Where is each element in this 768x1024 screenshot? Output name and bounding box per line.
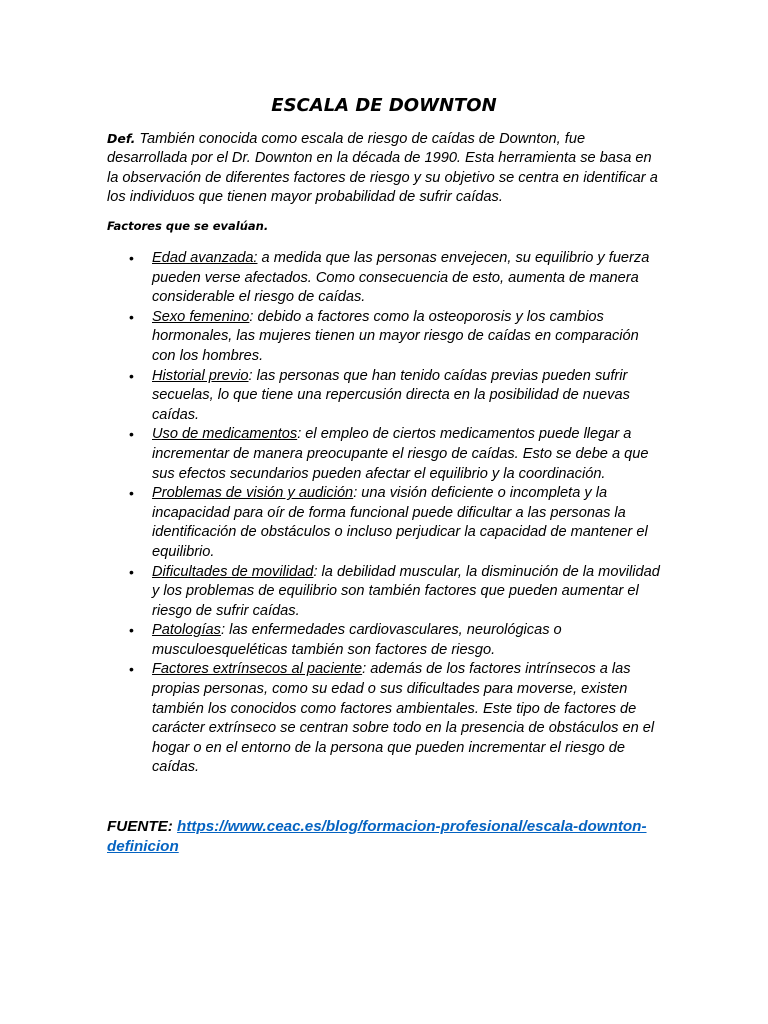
factor-term: Uso de medicamentos (152, 426, 298, 443)
factor-term: Sexo femenino (152, 308, 250, 325)
bullet-icon: • (129, 367, 134, 384)
factor-item (129, 249, 662, 308)
definition-label: Def. (107, 131, 136, 146)
factor-text: : el empleo de ciertos medicamentos puede llegar a incrementar de manera preocupante el riesgo de caídas. Esto se debe a que sus efectos secundarios pueden afectar el equilibrio y la coordinación. (152, 426, 649, 482)
factor-item (129, 484, 662, 562)
factor-term: Historial previo (152, 367, 249, 384)
bullet-icon: • (129, 308, 134, 325)
bullet-icon: • (129, 250, 134, 266)
factor-text: : la debilidad muscular, la disminución de la movilidad y los problemas de equilibrio son también factores que pueden aumentar el riesgo de sufrir caídas. (152, 563, 660, 619)
source-link[interactable]: https://www.ceac.es/blog/formacion-profesional/escala-downton-definicion (107, 818, 647, 855)
factor-text: : las personas que han tenido caídas previas pueden sufrir secuelas, lo que tiene una repercusión directa en la posibilidad de nuevas caídas. (152, 367, 630, 423)
bullet-icon: • (129, 661, 134, 678)
bullet-icon: • (129, 622, 134, 639)
factor-text: : además de los factores intrínsecos a las propias personas, como su edad o sus dificultades para moverse, existen también los conocidos como factores ambientales. Este tipo de factores de carácter extrínseco se centran sobre todo en la presencia de obstáculos en el hogar o en el entorno de la persona que pueden incrementar el riesgo de caídas. (152, 661, 655, 776)
factor-term: Factores extrínsecos al paciente (152, 661, 363, 678)
factor-item (129, 660, 662, 778)
document-title: ESCALA DE DOWNTON (271, 95, 497, 116)
factor-item (129, 563, 662, 622)
factor-text: : debido a factores como la osteoporosis y los cambios hormonales, las mujeres tienen un mayor riesgo de caídas en comparación con los hombres. (152, 308, 639, 364)
factor-item (129, 621, 662, 660)
bullet-icon: • (129, 426, 134, 443)
factor-item (129, 308, 662, 367)
definition-text: También conocida como escala de riesgo de caídas de Downton, fue desarrollada por el Dr. Downton en la década de 1990. Esta herramienta se basa en la observación de diferentes factores de riesgo y su objetivo se centra en identificar a los individuos que tienen mayor probabilidad de sufrir caídas. (107, 131, 658, 206)
factors-list (129, 249, 662, 778)
definition-paragraph (107, 129, 667, 208)
factor-text: : las enfermedades cardiovasculares, neurológicas o musculoesqueléticas también son factores de riesgo. (152, 622, 562, 658)
factor-item (129, 425, 662, 484)
factor-term: Dificultades de movilidad (152, 563, 314, 580)
factor-term: Patologías (152, 622, 221, 639)
factor-text: a medida que las personas envejecen, su equilibrio y fuerza pueden verse afectados. Como consecuencia de esto, aumenta de manera considerable el riesgo de caídas. (152, 250, 650, 306)
source-line (107, 817, 667, 857)
bullet-icon: • (129, 563, 134, 580)
factor-text: : una visión deficiente o incompleta y la incapacidad para oír de forma funcional puede dificultar a las personas la identificación de obstáculos o incluso perjudicar la capacidad de mantener el equilibrio. (152, 485, 648, 560)
factor-term: Edad avanzada: (152, 250, 258, 266)
factors-heading: Factores que se evalúan. (107, 219, 269, 233)
source-label: FUENTE: (107, 818, 173, 835)
factor-item (129, 367, 662, 426)
factor-term: Problemas de visión y audición (152, 485, 354, 502)
bullet-icon: • (129, 485, 134, 502)
